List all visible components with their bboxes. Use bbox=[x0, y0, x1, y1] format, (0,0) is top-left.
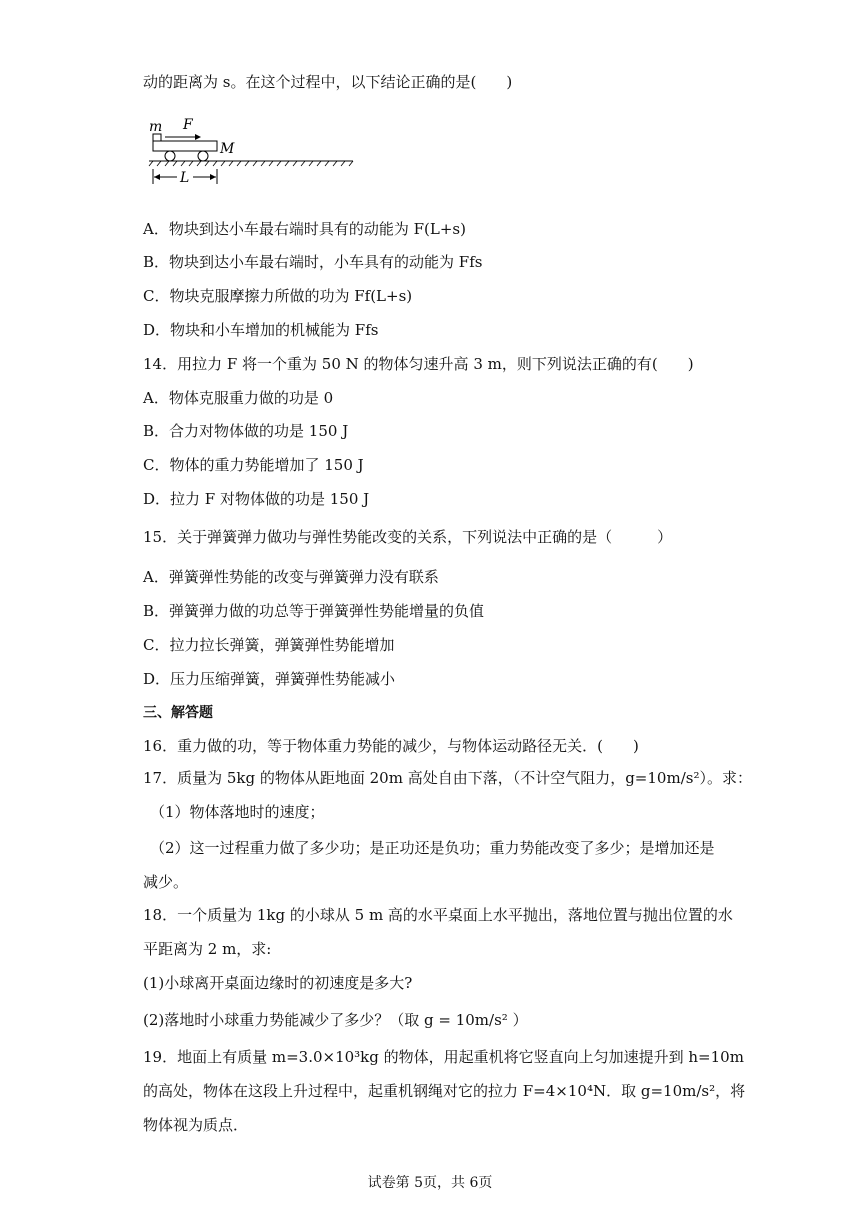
q19-line-3: 物体视为质点． bbox=[143, 1116, 249, 1134]
q17-part-1: （1）物体落地时的速度； bbox=[150, 803, 325, 821]
q17-part-2-line-1: （2）这一过程重力做了多少功；是正功还是负功；重力势能改变了多少；是增加还是 bbox=[150, 839, 715, 857]
q14-option-a: A．物体克服重力做的功是 0 bbox=[143, 389, 334, 407]
ground-hatch bbox=[149, 161, 353, 166]
q15-stem: 15．关于弹簧弹力做功与弹性势能改变的关系，下列说法中正确的是（ ） bbox=[143, 528, 673, 546]
q17-stem: 17．质量为 5kg 的物体从距地面 20m 高处自由下落，（不计空气阻力，g=10m/s²）。求： bbox=[143, 769, 752, 787]
q16-stem: 16．重力做的功，等于物体重力势能的减少，与物体运动路径无关．( ) bbox=[143, 737, 639, 755]
q14-option-b: B．合力对物体做的功是 150 J bbox=[143, 422, 349, 440]
q13-option-c: C．物块克服摩擦力所做的功为 Ff(L+s) bbox=[143, 287, 413, 305]
q18-part-2: (2)落地时小球重力势能减少了多少？（取 g = 10m/s² ） bbox=[143, 1011, 528, 1029]
q15-option-b: B．弹簧弹力做的功总等于弹簧弹性势能增量的负值 bbox=[143, 602, 485, 620]
label-m: m bbox=[149, 119, 163, 135]
block-m bbox=[153, 134, 161, 141]
q13-option-a: A．物块到达小车最右端时具有的动能为 F(L+s) bbox=[143, 220, 466, 238]
q19-line-2: 的高处，物体在这段上升过程中，起重机钢绳对它的拉力 F=4×10⁴N．取 g=10m/s²，将 bbox=[143, 1082, 746, 1100]
q17-part-2-line-2: 减少。 bbox=[143, 873, 189, 891]
q19-line-1: 19．地面上有质量 m=3.0×10³kg 的物体，用起重机将它竖直向上匀加速提升到 h=10m bbox=[143, 1048, 744, 1066]
cart-wheel-right bbox=[198, 151, 208, 161]
q13-option-b: B．物块到达小车最右端时，小车具有的动能为 Ffs bbox=[143, 253, 483, 271]
q14-option-c: C．物体的重力势能增加了 150 J bbox=[143, 456, 364, 474]
cart-wheel-left bbox=[165, 151, 175, 161]
page-footer: 试卷第 5页，共 6页 bbox=[367, 1175, 493, 1191]
q14-stem: 14．用拉力 F 将一个重为 50 N 的物体匀速升高 3 m，则下列说法正确的有( ) bbox=[143, 355, 694, 373]
q15-option-a: A．弹簧弹性势能的改变与弹簧弹力没有联系 bbox=[143, 568, 439, 586]
q15-option-d: D．压力压缩弹簧，弹簧弹性势能减小 bbox=[143, 670, 396, 688]
cart-M bbox=[153, 141, 217, 151]
cart-block-diagram bbox=[143, 114, 358, 186]
label-L: L bbox=[180, 170, 190, 186]
q13-intro: 动的距离为 s。在这个过程中，以下结论正确的是( ) bbox=[143, 73, 513, 91]
q15-option-c: C．拉力拉长弹簧，弹簧弹性势能增加 bbox=[143, 636, 395, 654]
section-heading: 三、解答题 bbox=[143, 705, 213, 721]
q13-option-d: D．物块和小车增加的机械能为 Ffs bbox=[143, 321, 379, 339]
label-M: M bbox=[220, 141, 235, 157]
q18-part-1: (1)小球离开桌面边缘时的初速度是多大? bbox=[143, 974, 413, 992]
label-F: F bbox=[183, 117, 193, 133]
force-arrowhead bbox=[195, 134, 201, 140]
q14-option-d: D．拉力 F 对物体做的功是 150 J bbox=[143, 490, 370, 508]
q18-stem-line-1: 18．一个质量为 1kg 的小球从 5 m 高的水平桌面上水平抛出，落地位置与抛出位置的水 bbox=[143, 906, 733, 924]
q18-stem-line-2: 平距离为 2 m，求: bbox=[143, 940, 272, 958]
